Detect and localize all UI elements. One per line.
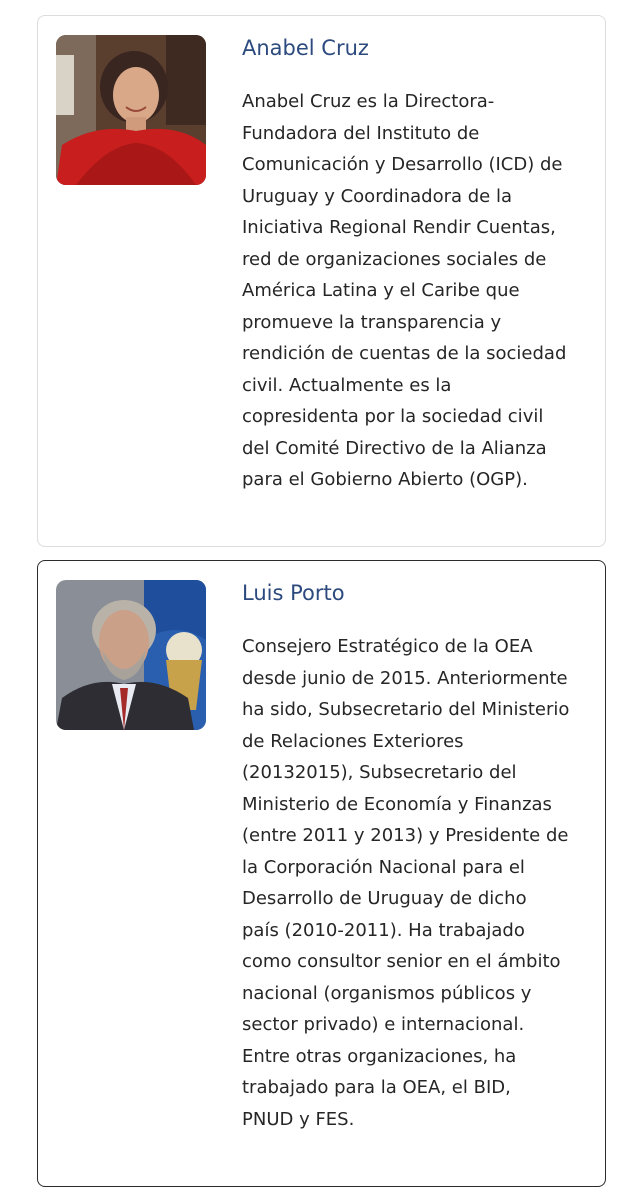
- bio-line: rendición de cuentas de la sociedad: [242, 343, 567, 364]
- bio-line: (entre 2011 y 2013) y Presidente de: [242, 825, 569, 846]
- profile-card-luis-porto[interactable]: [37, 560, 606, 1187]
- bio-line: copresidenta por la sociedad civil: [242, 406, 544, 427]
- bio-line: Desarrollo de Uruguay de dicho: [242, 888, 527, 909]
- bio-line: ha sido, Subsecretario del Ministerio: [242, 699, 570, 720]
- bio-line: de Relaciones Exteriores: [242, 730, 464, 752]
- bio-line: Comunicación y Desarrollo (ICD) de: [242, 154, 563, 175]
- profile-card-anabel-cruz[interactable]: [37, 15, 606, 547]
- bio-line: del Comité Directivo de la Alianza: [242, 437, 547, 459]
- bio-line: promueve la transparencia y: [242, 311, 502, 333]
- bio-line: Entre otras organizaciones, ha: [242, 1045, 517, 1067]
- profile-photo: [56, 35, 206, 185]
- profile-name: Anabel Cruz: [242, 36, 369, 60]
- bio-line: nacional (organismos públicos y: [242, 982, 532, 1004]
- profile-name: Luis Porto: [242, 581, 345, 605]
- bio-line: Fundadora del Instituto de: [242, 122, 480, 144]
- profile-bio: [242, 86, 592, 496]
- bio-line: trabajado para la OEA, el BID,: [242, 1077, 511, 1098]
- bio-line: (20132015), Subsecretario del: [242, 762, 517, 783]
- bio-line: Uruguay y Coordinadora de la: [242, 185, 512, 207]
- bio-line: América Latina y el Caribe que: [242, 280, 520, 301]
- bio-line: país (2010-2011). Ha trabajado: [242, 919, 525, 941]
- bio-line: como consultor senior en el ámbito: [242, 951, 561, 972]
- bio-line: red de organizaciones sociales de: [242, 248, 547, 270]
- profile-photo: [56, 580, 206, 730]
- profile-bio: [242, 631, 592, 1135]
- bio-line: la Corporación Nacional para el: [242, 856, 525, 878]
- bio-line: PNUD y FES.: [242, 1108, 355, 1130]
- bio-line: sector privado) e internacional.: [242, 1014, 525, 1035]
- bio-line: desde junio de 2015. Anteriormente: [242, 667, 568, 689]
- bio-line: civil. Actualmente es la: [242, 374, 452, 396]
- bio-line: para el Gobierno Abierto (OGP).: [242, 469, 528, 490]
- bio-line: Anabel Cruz es la Directora-: [242, 91, 495, 112]
- bio-line: Consejero Estratégico de la OEA: [242, 636, 533, 657]
- bio-line: Ministerio de Economía y Finanzas: [242, 793, 552, 815]
- bio-line: Iniciativa Regional Rendir Cuentas,: [242, 217, 556, 238]
